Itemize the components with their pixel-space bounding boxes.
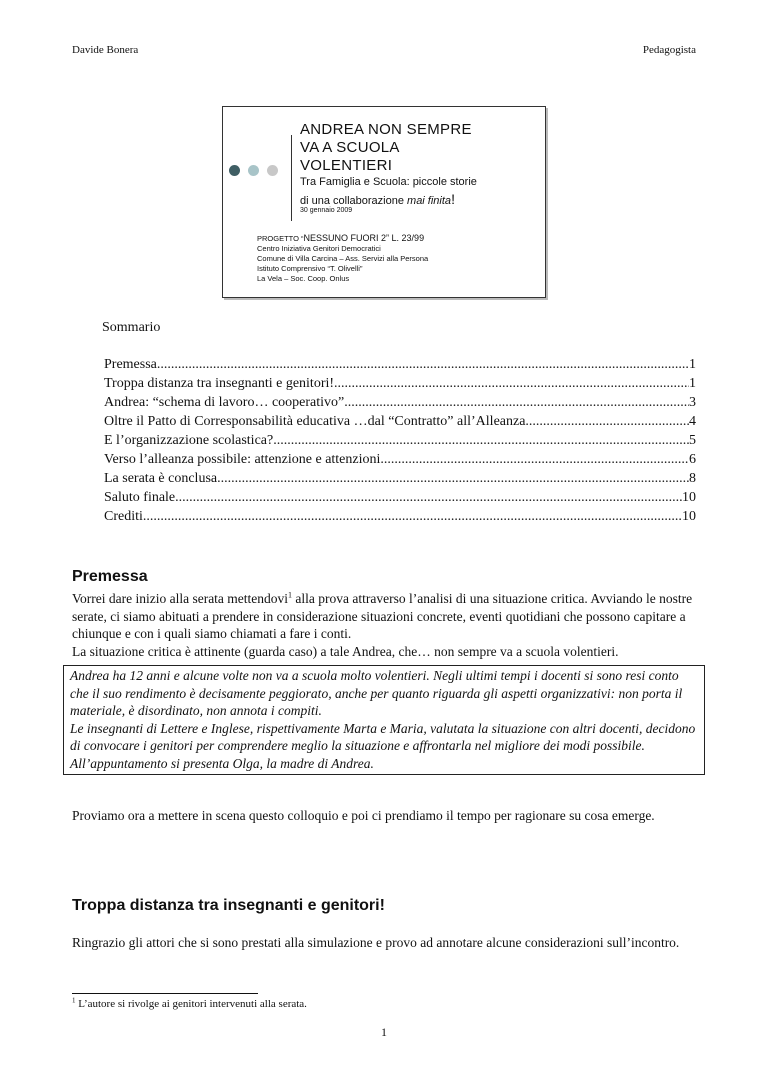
toc-entry-text: Premessa bbox=[104, 357, 157, 372]
toc-leader bbox=[157, 355, 689, 374]
cover-date: 30 gennaio 2009 bbox=[300, 207, 353, 214]
toc-entry[interactable] bbox=[104, 488, 696, 507]
cover-subtitle-suffix: ! bbox=[451, 191, 455, 207]
toc-entry-text: Oltre il Patto di Corresponsabilità educativa …dal “Contratto” all’Alleanza bbox=[104, 414, 526, 429]
toc-entry-page: 5 bbox=[689, 433, 696, 448]
dot-dark-icon bbox=[229, 165, 240, 176]
cover-box bbox=[222, 106, 546, 298]
scenario-line: All’appuntamento si presenta Olga, la madre di Andrea. bbox=[70, 755, 374, 771]
dot-teal-icon bbox=[248, 165, 259, 176]
cover-title-line: ANDREA NON SEMPRE bbox=[300, 121, 472, 138]
toc-leader bbox=[175, 488, 682, 507]
toc-entry-page: 6 bbox=[689, 452, 696, 467]
cover-title-line: VOLENTIERI bbox=[300, 157, 393, 174]
section-title-premessa: Premessa bbox=[72, 568, 148, 585]
project-name: NESSUNO FUORI 2” L. 23/99 bbox=[303, 233, 425, 243]
cover-title bbox=[300, 121, 535, 175]
partner-line: La Vela – Soc. Coop. Onlus bbox=[257, 274, 350, 283]
toc-entry[interactable] bbox=[104, 374, 696, 393]
footnote-ref[interactable]: 1 bbox=[288, 590, 293, 600]
scenario-box bbox=[63, 665, 705, 775]
toc-entry-page: 8 bbox=[689, 471, 696, 486]
cover-title-line: VA A SCUOLA bbox=[300, 139, 400, 156]
toc-entry-page: 1 bbox=[689, 376, 696, 391]
toc-entry-page: 10 bbox=[682, 509, 696, 524]
toc-leader bbox=[380, 450, 689, 469]
partner-line: Comune di Villa Carcina – Ass. Servizi alla Persona bbox=[257, 254, 429, 263]
toc-entry-page: 3 bbox=[689, 395, 696, 410]
footnote-number: 1 bbox=[72, 996, 76, 1005]
cover-subtitle: Tra Famiglia e Scuola: piccole storie bbox=[300, 176, 477, 188]
footnote bbox=[72, 998, 307, 1010]
project-line bbox=[257, 233, 428, 244]
toc-entry-page: 1 bbox=[689, 357, 696, 372]
toc-entry-text: Troppa distanza tra insegnanti e genitori! bbox=[104, 376, 335, 391]
footnote-separator bbox=[72, 993, 258, 994]
section2-paragraph: Ringrazio gli attori che si sono prestati alla simulazione e provo ad annotare alcune considerazioni sull’incontro. bbox=[72, 935, 680, 950]
toc-entry[interactable] bbox=[104, 393, 696, 412]
project-prefix: PROGETTO “ bbox=[257, 234, 304, 243]
footnote-text: L’autore si rivolge ai genitori intervenuti alla serata. bbox=[75, 998, 307, 1010]
toc-leader bbox=[334, 374, 689, 393]
cover-project bbox=[257, 233, 428, 284]
dot-grey-icon bbox=[267, 165, 278, 176]
cover-subtitle-prefix: di una collaborazione bbox=[300, 195, 408, 207]
table-of-contents bbox=[104, 355, 696, 526]
cover-subtitle-2 bbox=[300, 191, 455, 207]
toc-leader bbox=[344, 393, 689, 412]
partner-line: Istituto Comprensivo “T. Olivelli” bbox=[257, 264, 363, 273]
toc-entry[interactable] bbox=[104, 355, 696, 374]
toc-entry-text: Crediti bbox=[104, 509, 143, 524]
page-number: 1 bbox=[381, 1025, 387, 1039]
premessa-text-a: Vorrei dare inizio alla serata mettendovi bbox=[72, 591, 289, 606]
toc-title: Sommario bbox=[102, 320, 161, 335]
toc-leader bbox=[217, 469, 689, 488]
toc-entry-text: La serata è conclusa bbox=[104, 471, 218, 486]
toc-entry[interactable] bbox=[104, 431, 696, 450]
premessa-text-c: La situazione critica è attinente (guarda caso) a tale Andrea, che… non sempre va a scuola volentieri. bbox=[72, 643, 619, 659]
cover-divider bbox=[291, 135, 292, 221]
cover-subtitle-italic: mai finita bbox=[407, 195, 452, 207]
toc-entry-page: 10 bbox=[682, 490, 696, 505]
header-role: Pedagogista bbox=[642, 44, 696, 56]
toc-entry-page: 4 bbox=[689, 414, 696, 429]
partner-line: Centro Iniziativa Genitori Democratici bbox=[257, 244, 381, 253]
premessa-closing-paragraph: Proviamo ora a mettere in scena questo colloquio e poi ci prendiamo il tempo per ragionare su cosa emerge. bbox=[72, 808, 655, 823]
toc-entry-text: E l’organizzazione scolastica? bbox=[104, 433, 274, 448]
toc-entry-text: Saluto finale bbox=[104, 490, 176, 505]
toc-entry[interactable] bbox=[104, 469, 696, 488]
toc-entry-text: Andrea: “schema di lavoro… cooperativo” bbox=[104, 395, 345, 410]
toc-leader bbox=[525, 412, 689, 431]
scenario-line: Le insegnanti di Lettere e Inglese, rispettivamente Marta e Maria, valutata la situazione con altri docenti, decidono di convocare i genitori per comprendere meglio la situazione e affrontarla nel migliore dei modi possibile. bbox=[70, 720, 696, 753]
premessa-paragraph bbox=[72, 590, 698, 660]
scenario-line: Andrea ha 12 anni e alcune volte non va a scuola molto volentieri. Negli ultimi tempi i docenti si sono resi conto che il suo rendimento è decisamente peggiorato, anche per quanto riguarda gli aspetti organizzativi: non porta il materiale, è disordinato, non annota i compiti. bbox=[70, 668, 683, 718]
toc-leader bbox=[273, 431, 689, 450]
section-title-distanza: Troppa distanza tra insegnanti e genitori! bbox=[72, 897, 385, 914]
toc-entry-text: Verso l’alleanza possibile: attenzione e attenzioni bbox=[104, 452, 381, 467]
toc-entry[interactable] bbox=[104, 450, 696, 469]
toc-entry[interactable] bbox=[104, 412, 696, 431]
toc-entry[interactable] bbox=[104, 507, 696, 526]
premessa-text-b: alla prova attraverso l’analisi di una situazione critica. Avviando le nostre serate, ci siamo abituati a prendere in considerazione situazioni concrete, eventi quotidiani che possono capitare a chiunque e con i quali siamo chiamati a fare i conti. bbox=[72, 591, 693, 641]
toc-leader bbox=[143, 507, 682, 526]
header-author: Davide Bonera bbox=[72, 44, 139, 56]
